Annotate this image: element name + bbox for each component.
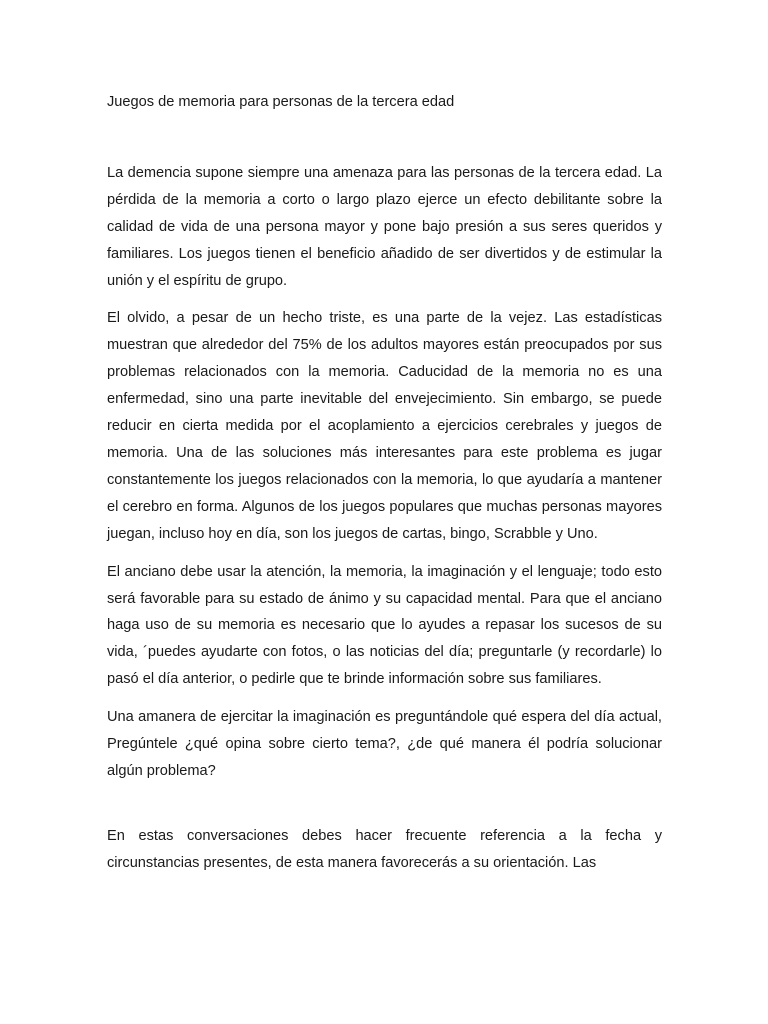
paragraph-dementia-intro: La demencia supone siempre una amenaza para las personas de la tercera edad. La pérdida de la memoria a corto o largo plazo ejerce un efecto debilitante sobre la calidad de vida de una persona mayor y pone bajo presión a sus seres queridos y familiares. Los juegos tienen el beneficio añadido de ser divertidos y de estimular la unión y el espíritu de grupo. bbox=[107, 164, 662, 289]
document-body bbox=[107, 89, 662, 877]
paragraph-forgetfulness: El olvido, a pesar de un hecho triste, es una parte de la vejez. Las estadísticas muestran que alrededor del 75% de los adultos mayores están preocupados por sus problemas relacionados con la memoria. Caducidad de la memoria no es una enfermedad, sino una parte inevitable del envejecimiento. Sin embargo, se puede reducir en cierta medida por el acoplamiento a ejercicios cerebrales y juegos de memoria. Una de las soluciones más interesantes para este problema es jugar constantemente los juegos relacionados con la memoria, lo que ayudaría a mantener el cerebro en forma. Algunos de los juegos populares que muchas personas mayores juegan, incluso hoy en día, son los juegos de cartas, bingo, Scrabble y Uno. bbox=[107, 310, 662, 542]
paragraph-imagination: Una amanera de ejercitar la imaginación es preguntándole qué espera del día actual, Pregúntele ¿qué opina sobre cierto tema?, ¿de qué manera él podría solucionar algún problema? bbox=[107, 709, 662, 779]
paragraph-elder-attention: El anciano debe usar la atención, la memoria, la imaginación y el lenguaje; todo esto será favorable para su estado de ánimo y su capacidad mental. Para que el anciano haga uso de su memoria es necesario que lo ayudes a repasar los sucesos de su vida, ´puedes ayudarte con fotos, o las noticias del día; preguntarle (y recordarle) lo pasó el día anterior, o pedirle que te brinde información sobre sus familiares. bbox=[107, 563, 662, 688]
document-title: Juegos de memoria para personas de la tercera edad bbox=[107, 94, 455, 110]
paragraph-conversations: En estas conversaciones debes hacer frecuente referencia a la fecha y circunstancias presentes, de esta manera favorecerás a su orientación. Las bbox=[107, 827, 662, 871]
